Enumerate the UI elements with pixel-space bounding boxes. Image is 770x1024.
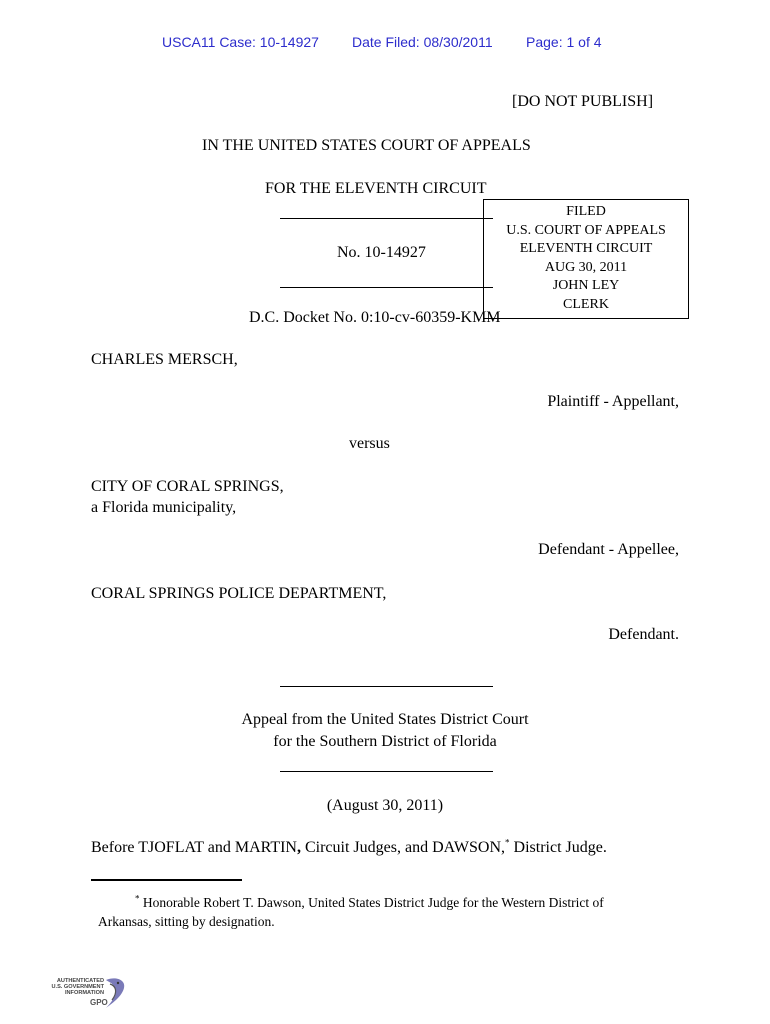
stamp-line-clerk: CLERK [563, 296, 609, 312]
stamp-line-court: U.S. COURT OF APPEALS [506, 222, 666, 238]
gpo-logo-line: U.S. GOVERNMENT [51, 984, 104, 991]
plaintiff-name: CHARLES MERSCH, [91, 351, 238, 368]
stamp-line-date: AUG 30, 2011 [544, 259, 628, 275]
header-page-count: Page: 1 of 4 [526, 34, 602, 50]
header-date-filed: Date Filed: 08/30/2011 [352, 34, 493, 50]
header-case-number: USCA11 Case: 10-14927 [162, 34, 319, 50]
panel-judges [91, 839, 607, 857]
stamp-line-circuit: ELEVENTH CIRCUIT [519, 241, 653, 257]
divider-rule [280, 287, 493, 288]
court-name: IN THE UNITED STATES COURT OF APPEALS [202, 137, 531, 154]
footnote-mark: * [135, 893, 140, 904]
footnote-text-1: Honorable Robert T. Dawson, United States District Judge for the Western District of [139, 895, 604, 910]
filed-stamp [483, 199, 689, 319]
divider-rule [280, 218, 493, 219]
appeal-line-2: for the Southern District of Florida [273, 733, 497, 750]
gpo-authenticated-logo [44, 974, 128, 1018]
gpo-mark: GPO [90, 998, 108, 1007]
appeal-line-1: Appeal from the United States District Court [241, 711, 529, 728]
defendant2-role: Defendant. [608, 626, 679, 643]
gpo-logo-line: INFORMATION [64, 990, 104, 997]
defendant1-description: a Florida municipality, [91, 499, 237, 516]
footnote-line-1 [135, 895, 604, 911]
defendant1-role: Defendant - Appellee, [538, 541, 679, 558]
plaintiff-role: Plaintiff - Appellant, [547, 393, 679, 410]
publish-tag: [DO NOT PUBLISH] [512, 93, 654, 110]
decision-date: (August 30, 2011) [326, 797, 444, 814]
footnote-rule [91, 879, 242, 881]
stamp-line-filed: FILED [566, 204, 606, 219]
case-number: No. 10-14927 [337, 244, 426, 261]
eagle-icon [44, 974, 128, 1018]
panel-judges-part1: Before TJOFLAT and MARTIN [91, 839, 297, 856]
docket-number: D.C. Docket No. 0:10-cv-60359-KMM [249, 309, 501, 326]
footnote-reference: * [505, 837, 510, 848]
divider-rule [280, 686, 493, 687]
circuit-name: FOR THE ELEVENTH CIRCUIT [265, 180, 487, 197]
defendant1-name: CITY OF CORAL SPRINGS, [91, 478, 284, 495]
footnote-line-2: Arkansas, sitting by designation. [98, 914, 275, 929]
gpo-logo-line: AUTHENTICATED [56, 978, 104, 984]
panel-judges-part3: District Judge. [509, 839, 607, 856]
divider-rule [280, 771, 493, 772]
panel-judges-comma: , [296, 839, 301, 856]
defendant2-name: CORAL SPRINGS POLICE DEPARTMENT, [91, 585, 387, 602]
panel-judges-part2: Circuit Judges, and DAWSON, [300, 839, 506, 856]
stamp-line-clerk-name: JOHN LEY [552, 278, 620, 294]
versus-text: versus [349, 435, 390, 452]
